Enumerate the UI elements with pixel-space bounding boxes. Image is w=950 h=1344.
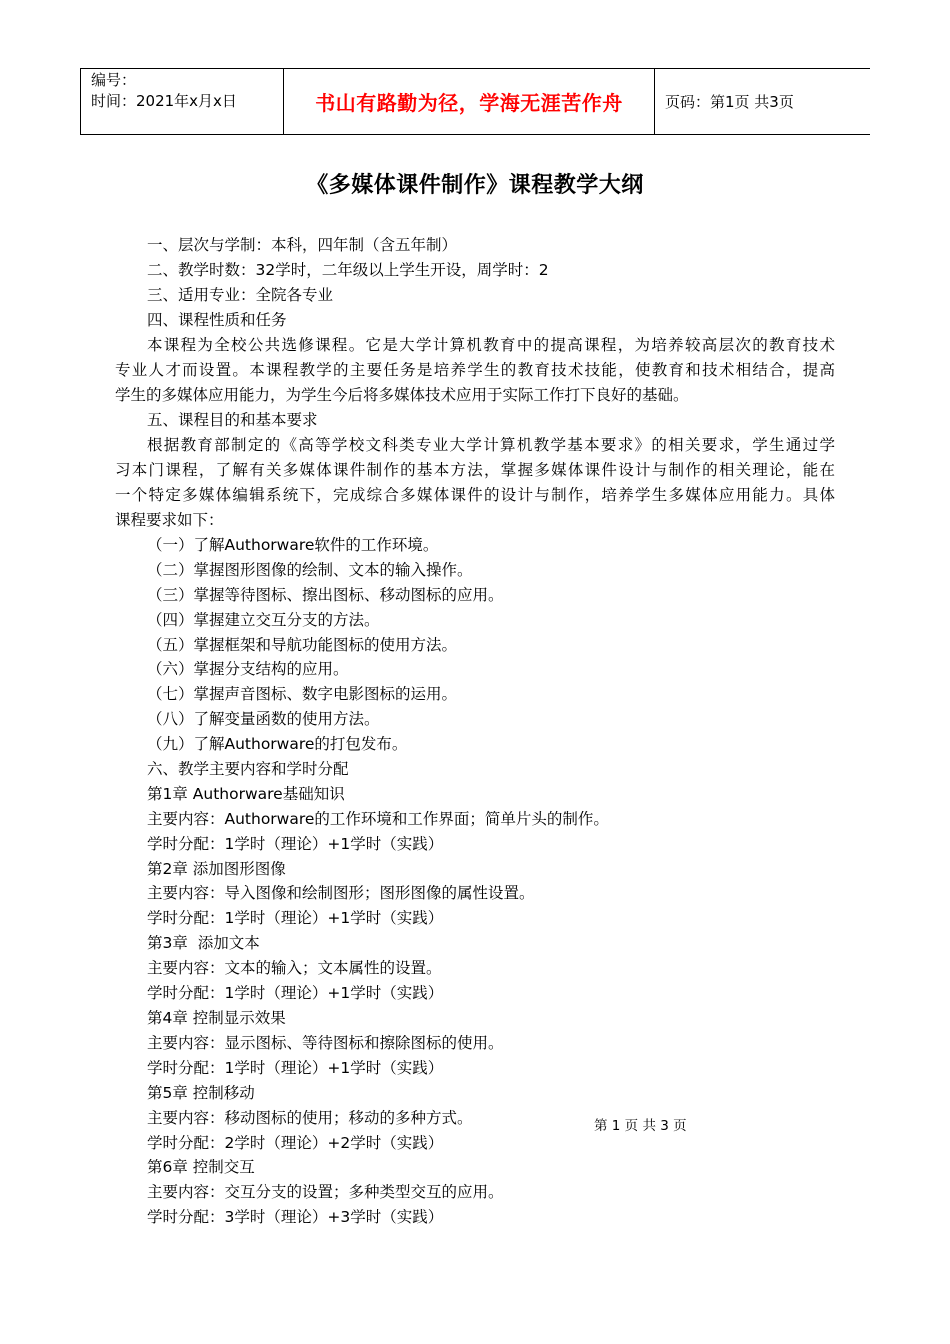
requirement-item: （四）掌握建立交互分支的方法。 (147, 611, 380, 629)
paragraph-line: 一个特定多媒体编辑系统下，完成综合多媒体课件的设计与制作，培养学生多媒体应用能力。具体 (115, 486, 835, 504)
number-label: 编号： (91, 71, 137, 89)
section-content-heading: 六、教学主要内容和学时分配 (147, 760, 349, 778)
chapter-hours: 学时分配：1学时（理论）+1学时（实践） (147, 909, 444, 927)
section-nature-heading: 四、课程性质和任务 (147, 311, 287, 329)
chapter-content: 主要内容：导入图像和绘制图形；图形图像的属性设置。 (147, 884, 535, 902)
chapter-hours: 学时分配：1学时（理论）+1学时（实践） (147, 984, 444, 1002)
chapter-content: 主要内容：交互分支的设置；多种类型交互的应用。 (147, 1183, 504, 1201)
paragraph-line: 本课程为全校公共选修课程。它是大学计算机教育中的提高课程，为培养较高层次的教育技术 (147, 336, 835, 354)
chapter-content: 主要内容：移动图标的使用；移动的多种方式。 (147, 1109, 473, 1127)
chapter-hours: 学时分配：3学时（理论）+3学时（实践） (147, 1208, 444, 1226)
requirement-item: （三）掌握等待图标、擦出图标、移动图标的应用。 (147, 586, 504, 604)
paragraph-line: 课程要求如下： (115, 511, 224, 529)
chapter-hours: 学时分配：1学时（理论）+1学时（实践） (147, 835, 444, 853)
section-majors: 三、适用专业：全院各专业 (147, 286, 334, 304)
chapter-title: 第3章 添加文本 (147, 934, 260, 952)
section-goals-heading: 五、课程目的和基本要求 (147, 411, 318, 429)
date-label: 时间：2021年x月x日 (91, 92, 237, 110)
document-title: 《多媒体课件制作》课程教学大纲 (306, 173, 644, 198)
chapter-content: 主要内容：显示图标、等待图标和擦除图标的使用。 (147, 1034, 504, 1052)
requirement-item: （七）掌握声音图标、数字电影图标的运用。 (147, 685, 458, 703)
paragraph-line: 习本门课程，了解有关多媒体课件制作的基本方法，掌握多媒体课件设计与制作的相关理论，能在 (115, 461, 835, 479)
requirement-item: （八）了解变量函数的使用方法。 (147, 710, 380, 728)
requirement-item: （九）了解Authorware的打包发布。 (147, 735, 408, 753)
section-level: 一、层次与学制：本科，四年制（含五年制） (147, 236, 458, 254)
chapter-content: 主要内容：文本的输入；文本属性的设置。 (147, 959, 442, 977)
motto-text: 书山有路勤为径，学海无涯苦作舟 (315, 91, 623, 115)
chapter-title: 第5章 控制移动 (147, 1084, 255, 1102)
requirement-item: （六）掌握分支结构的应用。 (147, 660, 349, 678)
footer-page-number: 第 1 页 共 3 页 (594, 1118, 687, 1134)
chapter-title: 第6章 控制交互 (147, 1158, 255, 1176)
header-table (80, 68, 870, 135)
requirement-item: （一）了解Authorware软件的工作环境。 (147, 536, 439, 554)
chapter-hours: 学时分配：1学时（理论）+1学时（实践） (147, 1059, 444, 1077)
header-motto-cell (283, 69, 655, 134)
chapter-hours: 学时分配：2学时（理论）+2学时（实践） (147, 1134, 444, 1152)
section-hours: 二、教学时数：32学时，二年级以上学生开设，周学时：2 (147, 261, 549, 279)
header-meta-cell (81, 69, 283, 134)
chapter-title: 第4章 控制显示效果 (147, 1009, 286, 1027)
paragraph-line: 根据教育部制定的《高等学校文科类专业大学计算机教学基本要求》的相关要求，学生通过学 (147, 436, 835, 454)
chapter-content: 主要内容：Authorware的工作环境和工作界面；简单片头的制作。 (147, 810, 609, 828)
requirement-item: （五）掌握框架和导航功能图标的使用方法。 (147, 636, 458, 654)
chapter-title: 第2章 添加图形图像 (147, 860, 286, 878)
paragraph-line: 专业人才而设置。本课程教学的主要任务是培养学生的教育技术技能，使教育和技术相结合，提高 (115, 361, 835, 379)
page-code: 页码：第1页 共3页 (665, 93, 794, 111)
header-page-cell (655, 69, 870, 134)
requirement-item: （二）掌握图形图像的绘制、文本的输入操作。 (147, 561, 473, 579)
paragraph-line: 学生的多媒体应用能力，为学生今后将多媒体技术应用于实际工作打下良好的基础。 (115, 386, 689, 404)
chapter-title: 第1章 Authorware基础知识 (147, 785, 345, 803)
